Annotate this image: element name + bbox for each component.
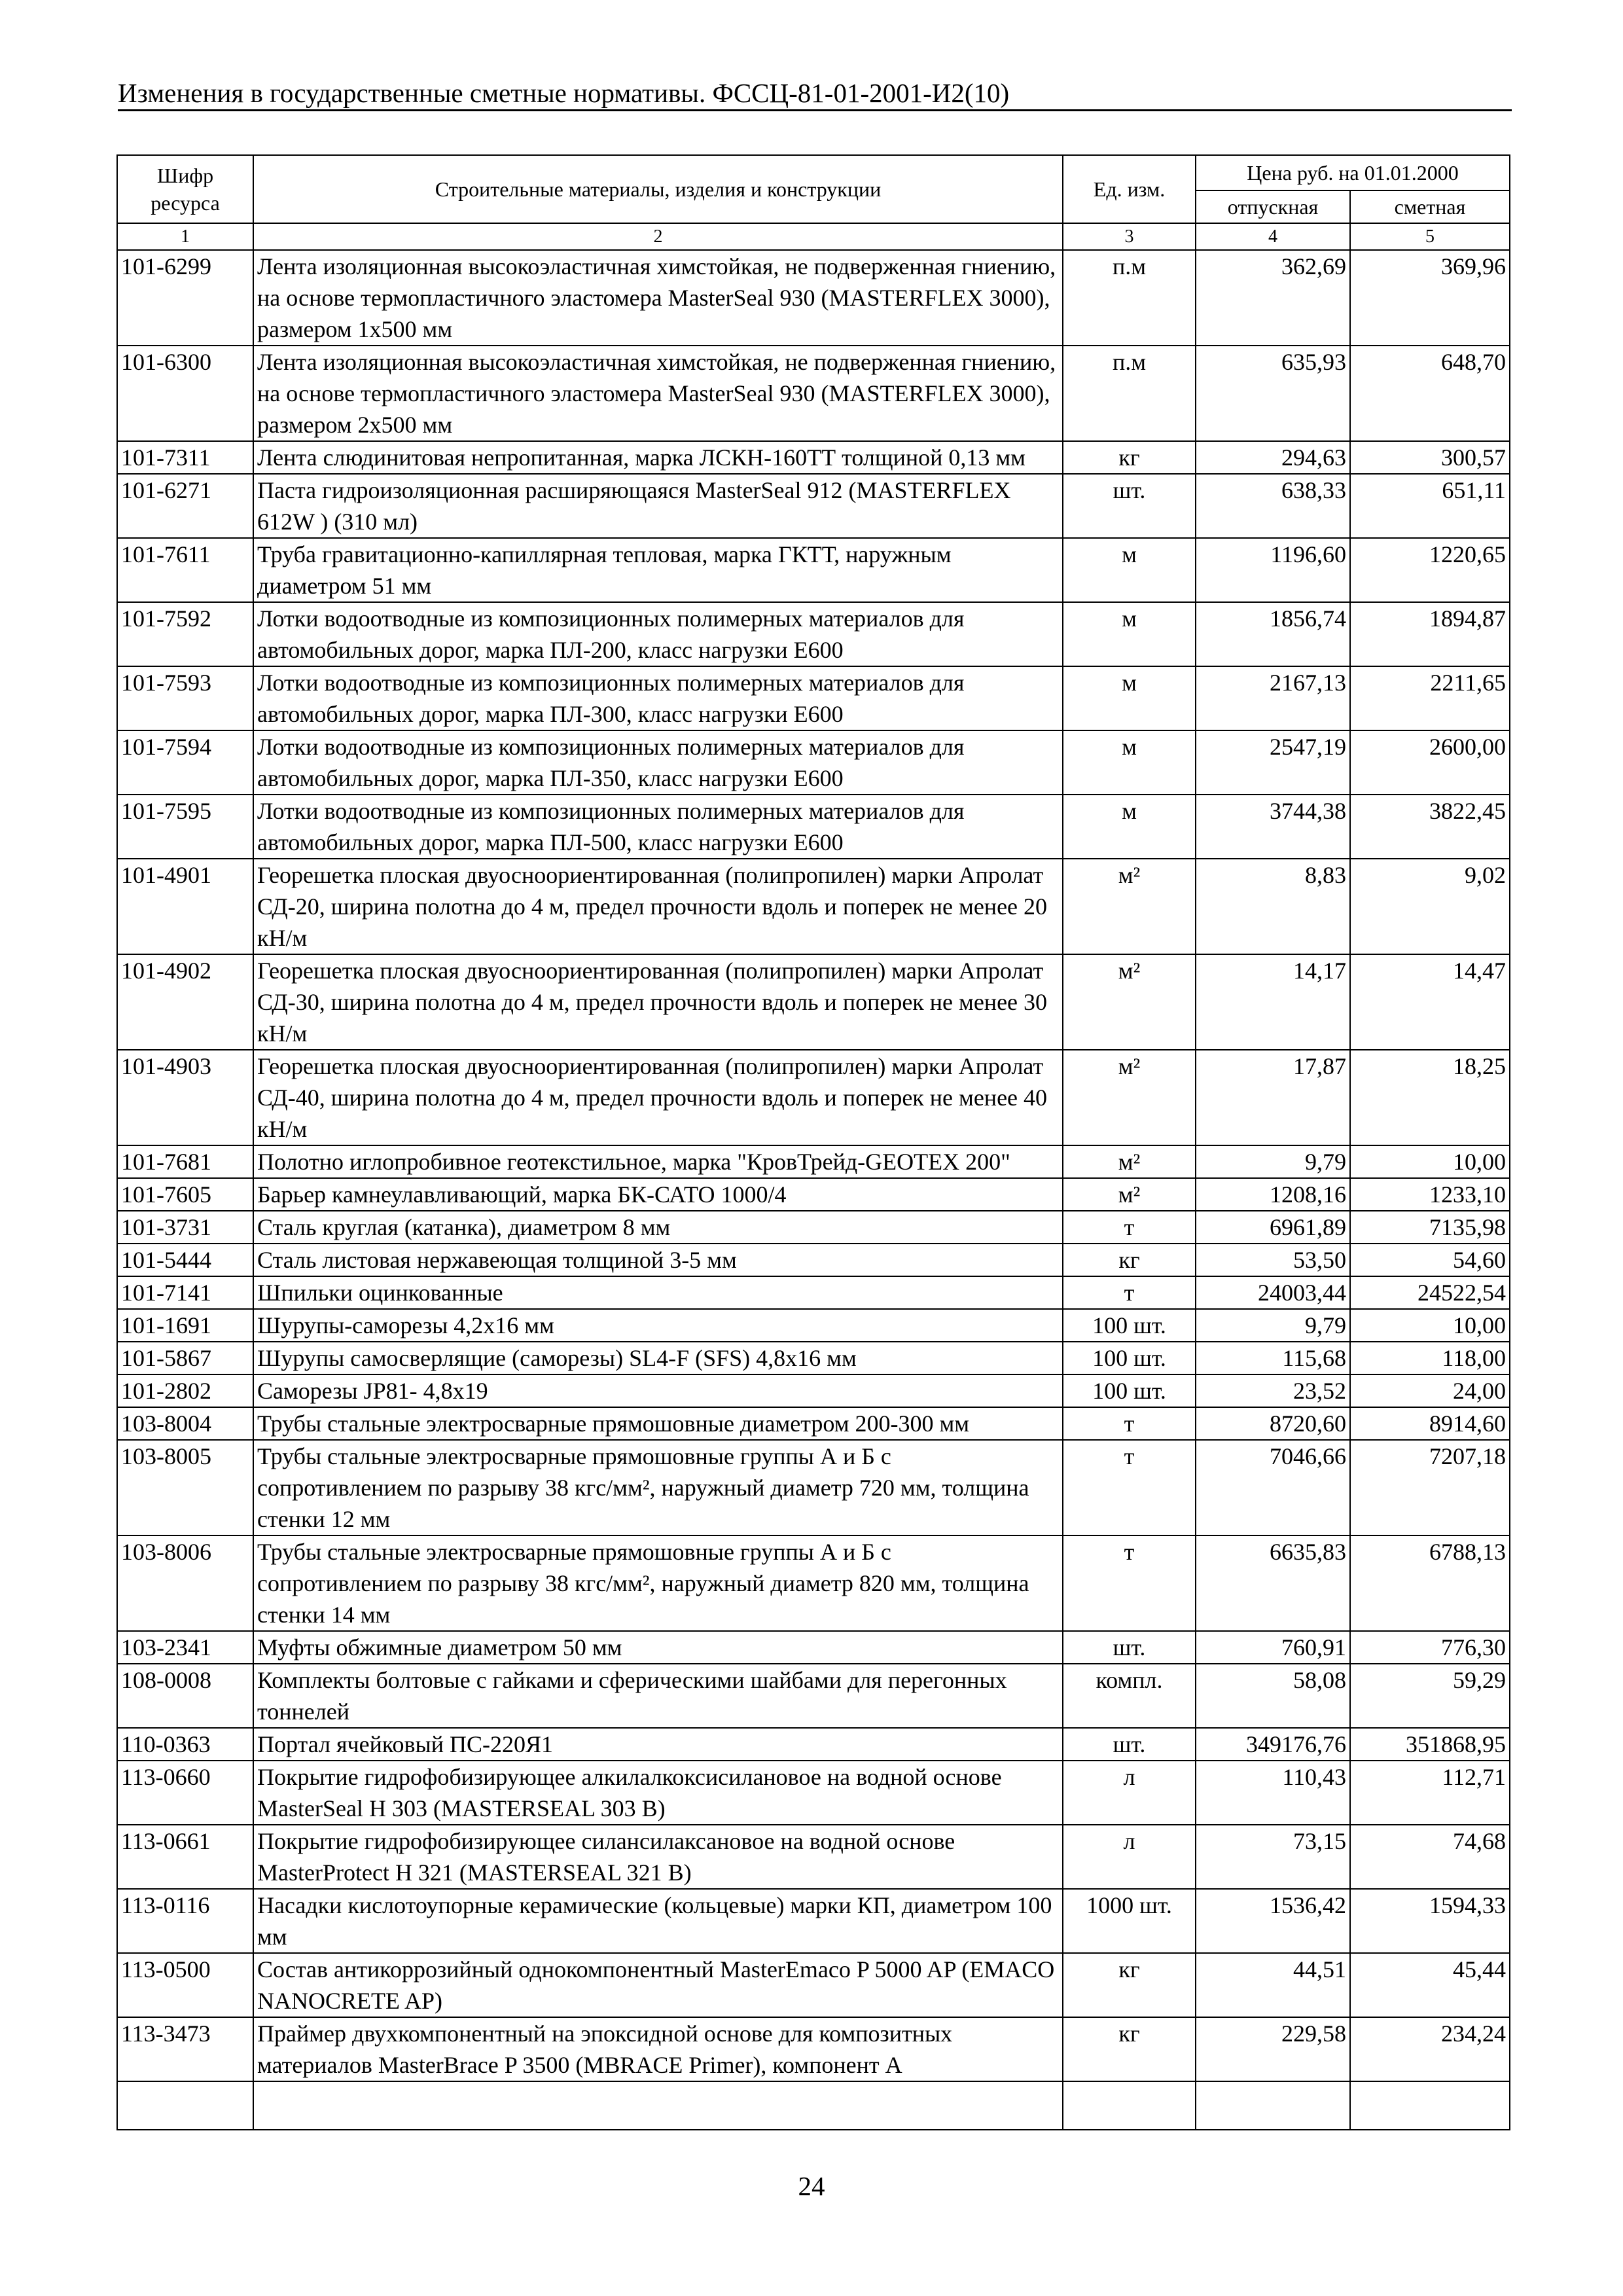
- estimate-price-cell: 2211,65: [1350, 666, 1510, 730]
- unit-cell: т: [1063, 1276, 1196, 1309]
- document-header-title: Изменения в государственные сметные нормативы. ФССЦ-81-01-2001-И2(10): [118, 78, 1010, 108]
- resource-code-cell: 101-7593: [117, 666, 253, 730]
- table-row: [117, 1728, 1510, 1761]
- unit-cell: 100 шт.: [1063, 1374, 1196, 1407]
- estimate-price-cell: 369,96: [1350, 250, 1510, 346]
- material-name-cell: Шурупы самосверлящие (саморезы) SL4-F (SFS) 4,8х16 мм: [253, 1342, 1063, 1374]
- resource-code-cell: 113-0500: [117, 1953, 253, 2017]
- estimate-price-cell: 14,47: [1350, 954, 1510, 1050]
- column-number: 2: [253, 223, 1063, 250]
- estimate-price-cell: 10,00: [1350, 1309, 1510, 1342]
- material-name-cell: Комплекты болтовые с гайками и сферическими шайбами для перегонных тоннелей: [253, 1664, 1063, 1728]
- resource-code-cell: 113-3473: [117, 2017, 253, 2081]
- table-row: [117, 859, 1510, 954]
- release-price-cell: 362,69: [1196, 250, 1350, 346]
- material-name-cell: Лента изоляционная высокоэластичная химстойкая, не подверженная гниению, на основе термопластичного эластомера MasterSeal 930 (MASTERFLEX 3000), размером 2х500 мм: [253, 346, 1063, 441]
- material-name-cell: Насадки кислотоупорные керамические (кольцевые) марки КП, диаметром 100 мм: [253, 1889, 1063, 1953]
- estimate-price-cell: 1233,10: [1350, 1178, 1510, 1211]
- table-row: [117, 346, 1510, 441]
- release-price-cell: 229,58: [1196, 2017, 1350, 2081]
- estimate-price-cell: 651,11: [1350, 474, 1510, 538]
- estimate-price-cell: 300,57: [1350, 441, 1510, 474]
- column-number: 5: [1350, 223, 1510, 250]
- unit-cell: м: [1063, 795, 1196, 859]
- release-price-cell: 1196,60: [1196, 538, 1350, 602]
- release-price-cell: 1536,42: [1196, 1889, 1350, 1953]
- release-price-cell: 635,93: [1196, 346, 1350, 441]
- resource-code-cell: 101-4901: [117, 859, 253, 954]
- table-row: [117, 1309, 1510, 1342]
- material-name-cell: Праймер двухкомпонентный на эпоксидной основе для композитных материалов MasterBrace P 3500 (MBRACE Primer), компонент А: [253, 2017, 1063, 2081]
- unit-cell: шт.: [1063, 1631, 1196, 1664]
- release-price-cell: 294,63: [1196, 441, 1350, 474]
- resource-code-cell: 101-5867: [117, 1342, 253, 1374]
- resource-code-cell: 113-0661: [117, 1825, 253, 1889]
- material-name-cell: Георешетка плоская двуосноориентированная (полипропилен) марки Апролат СД-30, ширина полотна до 4 м, предел прочности вдоль и поперек не менее 30 кН/м: [253, 954, 1063, 1050]
- estimate-price-cell: 18,25: [1350, 1050, 1510, 1145]
- release-price-cell: 7046,66: [1196, 1440, 1350, 1535]
- unit-cell: м: [1063, 602, 1196, 666]
- unit-cell: т: [1063, 1211, 1196, 1244]
- material-name-cell: Сталь круглая (катанка), диаметром 8 мм: [253, 1211, 1063, 1244]
- table-row: [117, 1244, 1510, 1276]
- table-row: [117, 602, 1510, 666]
- table-row: [117, 1276, 1510, 1309]
- release-price-cell: 115,68: [1196, 1342, 1350, 1374]
- unit-cell: м²: [1063, 1178, 1196, 1211]
- table-row: [117, 1631, 1510, 1664]
- material-name-cell: Лотки водоотводные из композиционных полимерных материалов для автомобильных дорог, марка ПЛ-300, класс нагрузки Е600: [253, 666, 1063, 730]
- estimate-price-cell: 776,30: [1350, 1631, 1510, 1664]
- release-price-cell: 24003,44: [1196, 1276, 1350, 1309]
- release-price-cell: 9,79: [1196, 1145, 1350, 1178]
- empty-cell: [1350, 2081, 1510, 2130]
- table-row: [117, 2017, 1510, 2081]
- page-number: 24: [798, 2171, 825, 2201]
- empty-cell: [1196, 2081, 1350, 2130]
- table-row: [117, 730, 1510, 795]
- table-row: [117, 474, 1510, 538]
- release-price-cell: 8720,60: [1196, 1407, 1350, 1440]
- estimate-price-cell: 54,60: [1350, 1244, 1510, 1276]
- estimate-price-cell: 45,44: [1350, 1953, 1510, 2017]
- estimate-price-cell: 74,68: [1350, 1825, 1510, 1889]
- unit-cell: м: [1063, 730, 1196, 795]
- material-name-cell: Лотки водоотводные из композиционных полимерных материалов для автомобильных дорог, марка ПЛ-500, класс нагрузки Е600: [253, 795, 1063, 859]
- release-price-cell: 17,87: [1196, 1050, 1350, 1145]
- release-price-cell: 1856,74: [1196, 602, 1350, 666]
- release-price-cell: 638,33: [1196, 474, 1350, 538]
- column-header-price-group: Цена руб. на 01.01.2000: [1196, 155, 1510, 190]
- unit-cell: м²: [1063, 954, 1196, 1050]
- resource-code-cell: 101-7594: [117, 730, 253, 795]
- column-header-release-price: отпускная: [1196, 190, 1350, 223]
- unit-cell: кг: [1063, 1244, 1196, 1276]
- price-table: [116, 154, 1510, 2130]
- resource-code-cell: 101-7595: [117, 795, 253, 859]
- column-header-unit: Ед. изм.: [1063, 155, 1196, 223]
- material-name-cell: Портал ячейковый ПС-220Я1: [253, 1728, 1063, 1761]
- unit-cell: кг: [1063, 2017, 1196, 2081]
- resource-code-cell: 101-7592: [117, 602, 253, 666]
- release-price-cell: 73,15: [1196, 1825, 1350, 1889]
- resource-code-cell: 101-1691: [117, 1309, 253, 1342]
- table-row: [117, 538, 1510, 602]
- estimate-price-cell: 234,24: [1350, 2017, 1510, 2081]
- table-row: [117, 1145, 1510, 1178]
- release-price-cell: 14,17: [1196, 954, 1350, 1050]
- resource-code-cell: 101-7605: [117, 1178, 253, 1211]
- table-row: [117, 441, 1510, 474]
- estimate-price-cell: 24,00: [1350, 1374, 1510, 1407]
- material-name-cell: Шурупы-саморезы 4,2х16 мм: [253, 1309, 1063, 1342]
- material-name-cell: Труба гравитационно-капиллярная тепловая, марка ГКТТ, наружным диаметром 51 мм: [253, 538, 1063, 602]
- table-row: [117, 1440, 1510, 1535]
- estimate-price-cell: 118,00: [1350, 1342, 1510, 1374]
- resource-code-cell: 103-2341: [117, 1631, 253, 1664]
- release-price-cell: 349176,76: [1196, 1728, 1350, 1761]
- column-header-estimate-price: сметная: [1350, 190, 1510, 223]
- resource-code-cell: 113-0660: [117, 1761, 253, 1825]
- resource-code-cell: 110-0363: [117, 1728, 253, 1761]
- estimate-price-cell: 6788,13: [1350, 1535, 1510, 1631]
- estimate-price-cell: 1220,65: [1350, 538, 1510, 602]
- resource-code-cell: 101-6299: [117, 250, 253, 346]
- release-price-cell: 2547,19: [1196, 730, 1350, 795]
- release-price-cell: 44,51: [1196, 1953, 1350, 2017]
- resource-code-cell: 101-7311: [117, 441, 253, 474]
- resource-code-cell: 101-4902: [117, 954, 253, 1050]
- estimate-price-cell: 59,29: [1350, 1664, 1510, 1728]
- unit-cell: компл.: [1063, 1664, 1196, 1728]
- material-name-cell: Георешетка плоская двуосноориентированная (полипропилен) марки Апролат СД-40, ширина полотна до 4 м, предел прочности вдоль и поперек не менее 40 кН/м: [253, 1050, 1063, 1145]
- estimate-price-cell: 3822,45: [1350, 795, 1510, 859]
- unit-cell: п.м: [1063, 346, 1196, 441]
- table-row: [117, 250, 1510, 346]
- empty-cell: [1063, 2081, 1196, 2130]
- release-price-cell: 8,83: [1196, 859, 1350, 954]
- material-name-cell: Трубы стальные электросварные прямошовные группы А и Б с сопротивлением по разрыву 38 кгс/мм², наружный диаметр 720 мм, толщина стенки 12 мм: [253, 1440, 1063, 1535]
- table-row: [117, 1664, 1510, 1728]
- unit-cell: м²: [1063, 1050, 1196, 1145]
- table-row: [117, 1178, 1510, 1211]
- unit-cell: п.м: [1063, 250, 1196, 346]
- release-price-cell: 58,08: [1196, 1664, 1350, 1728]
- material-name-cell: Барьер камнеулавливающий, марка БК-САТО 1000/4: [253, 1178, 1063, 1211]
- resource-code-cell: 101-7611: [117, 538, 253, 602]
- estimate-price-cell: 1894,87: [1350, 602, 1510, 666]
- release-price-cell: 53,50: [1196, 1244, 1350, 1276]
- unit-cell: шт.: [1063, 1728, 1196, 1761]
- resource-code-cell: 101-2802: [117, 1374, 253, 1407]
- unit-cell: л: [1063, 1825, 1196, 1889]
- release-price-cell: 2167,13: [1196, 666, 1350, 730]
- material-name-cell: Трубы стальные электросварные прямошовные группы А и Б с сопротивлением по разрыву 38 кгс/мм², наружный диаметр 820 мм, толщина стенки 14 мм: [253, 1535, 1063, 1631]
- unit-cell: м²: [1063, 1145, 1196, 1178]
- resource-code-cell: 113-0116: [117, 1889, 253, 1953]
- resource-code-cell: 103-8006: [117, 1535, 253, 1631]
- unit-cell: т: [1063, 1407, 1196, 1440]
- material-name-cell: Шпильки оцинкованные: [253, 1276, 1063, 1309]
- header-divider: [118, 109, 1512, 111]
- material-name-cell: Покрытие гидрофобизирующее силансилаксановое на водной основе MasterProtect H 321 (MASTERSEAL 321 B): [253, 1825, 1063, 1889]
- estimate-price-cell: 7207,18: [1350, 1440, 1510, 1535]
- release-price-cell: 9,79: [1196, 1309, 1350, 1342]
- unit-cell: кг: [1063, 441, 1196, 474]
- table-row: [117, 1761, 1510, 1825]
- release-price-cell: 23,52: [1196, 1374, 1350, 1407]
- table-row: [117, 1535, 1510, 1631]
- table-row: [117, 1889, 1510, 1953]
- unit-cell: м²: [1063, 859, 1196, 954]
- resource-code-cell: 101-5444: [117, 1244, 253, 1276]
- table-body: [117, 250, 1510, 2130]
- column-number: 4: [1196, 223, 1350, 250]
- empty-cell: [253, 2081, 1063, 2130]
- estimate-price-cell: 9,02: [1350, 859, 1510, 954]
- estimate-price-cell: 112,71: [1350, 1761, 1510, 1825]
- table-row: [117, 795, 1510, 859]
- unit-cell: т: [1063, 1535, 1196, 1631]
- release-price-cell: 760,91: [1196, 1631, 1350, 1664]
- table-row: [117, 954, 1510, 1050]
- table-row: [117, 1374, 1510, 1407]
- table-row: [117, 666, 1510, 730]
- resource-code-cell: 101-7681: [117, 1145, 253, 1178]
- estimate-price-cell: 10,00: [1350, 1145, 1510, 1178]
- table-row: [117, 1211, 1510, 1244]
- estimate-price-cell: 8914,60: [1350, 1407, 1510, 1440]
- column-header-name: Строительные материалы, изделия и конструкции: [253, 155, 1063, 223]
- unit-cell: т: [1063, 1440, 1196, 1535]
- resource-code-cell: 103-8005: [117, 1440, 253, 1535]
- column-number: 1: [117, 223, 253, 250]
- release-price-cell: 1208,16: [1196, 1178, 1350, 1211]
- material-name-cell: Георешетка плоская двуосноориентированная (полипропилен) марки Апролат СД-20, ширина полотна до 4 м, предел прочности вдоль и поперек не менее 20 кН/м: [253, 859, 1063, 954]
- unit-cell: л: [1063, 1761, 1196, 1825]
- material-name-cell: Муфты обжимные диаметром 50 мм: [253, 1631, 1063, 1664]
- material-name-cell: Лента слюдинитовая непропитанная, марка ЛСКН-160ТТ толщиной 0,13 мм: [253, 441, 1063, 474]
- resource-code-cell: 101-6271: [117, 474, 253, 538]
- estimate-price-cell: 648,70: [1350, 346, 1510, 441]
- release-price-cell: 6961,89: [1196, 1211, 1350, 1244]
- column-header-code: Шифр ресурса: [117, 155, 253, 223]
- material-name-cell: Трубы стальные электросварные прямошовные диаметром 200-300 мм: [253, 1407, 1063, 1440]
- material-name-cell: Лотки водоотводные из композиционных полимерных материалов для автомобильных дорог, марка ПЛ-350, класс нагрузки Е600: [253, 730, 1063, 795]
- material-name-cell: Паста гидроизоляционная расширяющаяся MasterSeal 912 (MASTERFLEX 612W ) (310 мл): [253, 474, 1063, 538]
- unit-cell: 1000 шт.: [1063, 1889, 1196, 1953]
- release-price-cell: 6635,83: [1196, 1535, 1350, 1631]
- unit-cell: кг: [1063, 1953, 1196, 2017]
- table-row: [117, 1050, 1510, 1145]
- material-name-cell: Покрытие гидрофобизирующее алкилалкоксисилановое на водной основе MasterSeal H 303 (MASTERSEAL 303 B): [253, 1761, 1063, 1825]
- estimate-price-cell: 2600,00: [1350, 730, 1510, 795]
- material-name-cell: Сталь листовая нержавеющая толщиной 3-5 мм: [253, 1244, 1063, 1276]
- material-name-cell: Саморезы JP81- 4,8х19: [253, 1374, 1063, 1407]
- estimate-price-cell: 351868,95: [1350, 1728, 1510, 1761]
- resource-code-cell: 101-6300: [117, 346, 253, 441]
- empty-cell: [117, 2081, 253, 2130]
- resource-code-cell: 101-3731: [117, 1211, 253, 1244]
- resource-code-cell: 101-7141: [117, 1276, 253, 1309]
- unit-cell: 100 шт.: [1063, 1309, 1196, 1342]
- resource-code-cell: 103-8004: [117, 1407, 253, 1440]
- resource-code-cell: 108-0008: [117, 1664, 253, 1728]
- release-price-cell: 3744,38: [1196, 795, 1350, 859]
- material-name-cell: Полотно иглопробивное геотекстильное, марка "КровТрейд-GEOTEX 200": [253, 1145, 1063, 1178]
- table-row: [117, 1342, 1510, 1374]
- table-filler-row: [117, 2081, 1510, 2130]
- column-number: 3: [1063, 223, 1196, 250]
- estimate-price-cell: 24522,54: [1350, 1276, 1510, 1309]
- unit-cell: м: [1063, 538, 1196, 602]
- estimate-price-cell: 1594,33: [1350, 1889, 1510, 1953]
- release-price-cell: 110,43: [1196, 1761, 1350, 1825]
- table-row: [117, 1407, 1510, 1440]
- material-name-cell: Лента изоляционная высокоэластичная химстойкая, не подверженная гниению, на основе термопластичного эластомера MasterSeal 930 (MASTERFLEX 3000), размером 1х500 мм: [253, 250, 1063, 346]
- resource-code-cell: 101-4903: [117, 1050, 253, 1145]
- material-name-cell: Лотки водоотводные из композиционных полимерных материалов для автомобильных дорог, марка ПЛ-200, класс нагрузки Е600: [253, 602, 1063, 666]
- unit-cell: шт.: [1063, 474, 1196, 538]
- table-row: [117, 1953, 1510, 2017]
- unit-cell: м: [1063, 666, 1196, 730]
- unit-cell: 100 шт.: [1063, 1342, 1196, 1374]
- table-row: [117, 1825, 1510, 1889]
- estimate-price-cell: 7135,98: [1350, 1211, 1510, 1244]
- material-name-cell: Состав антикоррозийный однокомпонентный MasterEmaco P 5000 AP (EMACO NANOCRETE AP): [253, 1953, 1063, 2017]
